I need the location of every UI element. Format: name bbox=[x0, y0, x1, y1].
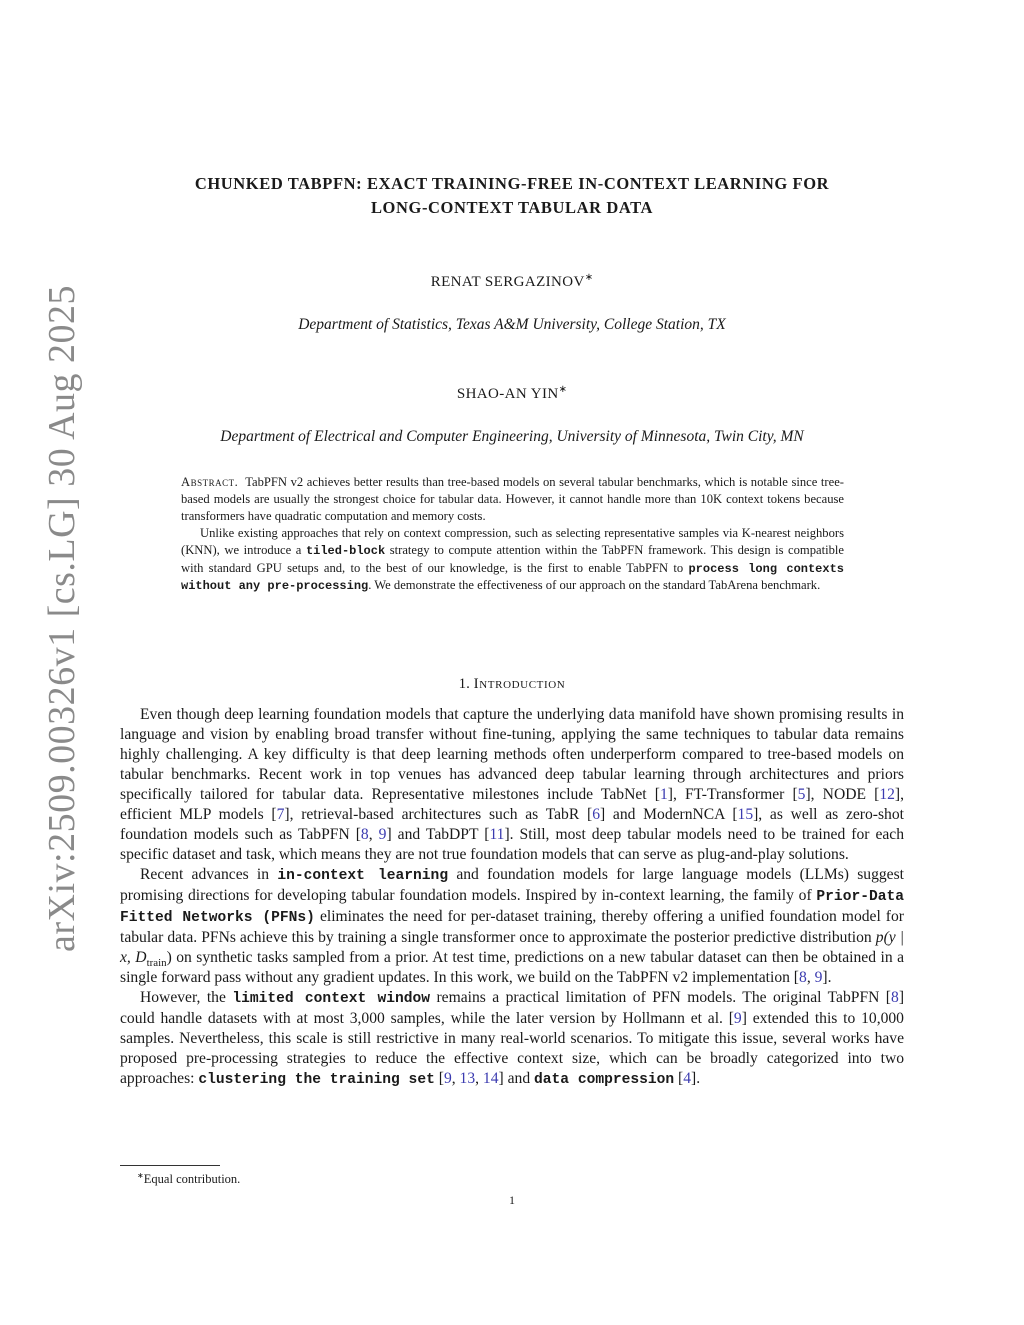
citation-link[interactable]: 1 bbox=[659, 786, 668, 803]
citation-link[interactable]: 5 bbox=[797, 786, 806, 803]
citation-link[interactable]: 6 bbox=[592, 806, 600, 823]
abstract-paragraph-2 bbox=[181, 525, 844, 596]
citation-link[interactable]: 15 bbox=[737, 806, 754, 823]
citation-link[interactable]: 8 bbox=[799, 969, 807, 986]
footnote-rule bbox=[120, 1165, 220, 1166]
citation-link[interactable]: 12 bbox=[879, 786, 895, 803]
section-title: Introduction bbox=[473, 676, 566, 692]
citation-link[interactable]: 8 bbox=[360, 826, 369, 843]
intro-paragraph-1: Even though deep learning foundation models that capture the underlying data manifold have shown promising results in language and vision by enabling broad transfer without fine-tuning, applying the same techniques to tabular data remains highly challenging. A key difficulty is that deep learning methods often underperform compared to tree-based models on tabular benchmarks. Recent work in top venues has advanced deep tabular learning through architectures and priors specifically tailored for tabular data. Representative milestones include TabNet [1], FT-Transformer [5], NODE [12], efficient MLP models [7], retrieval-based architectures such as TabR [6] and ModernNCA [15], as well as zero-shot foundation models such as TabPFN [8, 9] and TabDPT [11]. Still, most deep tabular models need to be trained for each specific dataset and task, which means they are not true foundation models that can serve as plug-and-play solutions. bbox=[120, 706, 905, 863]
title-line-2: LONG-CONTEXT TABULAR DATA bbox=[370, 198, 654, 217]
citation-link[interactable]: 13 bbox=[459, 1070, 476, 1087]
bold-term: in-context learning bbox=[277, 868, 449, 884]
abstract-bold-long-contexts: process long contexts without any pre-processing bbox=[181, 561, 844, 594]
intro-paragraph-2: Recent advances in in-context learning and foundation models for large language models (LLMs) suggest promising directions for developing tabular foundation models. Inspired by in-context learning, the family of Prior-Data Fitted Networks (PFNs) eliminates the need for per-dataset training, thereby offering a unified foundation model for tabular data. PFNs achieve this by training a single transformer once to approximate the posterior predictive distribution p(y | x, $D_{train}$) on synthetic tasks sampled from a prior. At test time, predictions on a new tabular dataset can then be obtained in a single forward pass without any gradient updates. In this work, we build on the TabPFN v2 implementation [8, 9]. bbox=[120, 866, 905, 986]
citation-link[interactable]: 7 bbox=[276, 806, 285, 823]
author-1-name: RENAT SERGAZINOV bbox=[430, 274, 585, 290]
author-2-name: SHAO-AN YIN bbox=[456, 386, 559, 402]
author-2-mark: ∗ bbox=[558, 384, 568, 395]
citation-link[interactable]: 14 bbox=[482, 1070, 499, 1087]
arxiv-identifier[interactable]: arXiv:2509.00326v1 [cs.LG] 30 Aug 2025 bbox=[41, 284, 83, 952]
abstract-text-2b: strategy to compute attention within the TabPFN framework. This design is compatible with standard GPU setups and, to the best of our knowledge, is the first to enable TabPFN to bbox=[181, 542, 845, 575]
footnote bbox=[137, 1172, 240, 1187]
intro-paragraph-3: However, the limited context window remains a practical limitation of PFN models. The original TabPFN [8] could handle datasets with at most 3,000 samples, while the later version by Hollmann et al. [9] extended this to 10,000 samples. Nevertheless, this scale is still restrictive in many real-world scenarios. To mitigate this issue, several works have proposed pre-processing strategies to reduce the effective context size, which can be broadly categorized into two approaches: clustering the training set [9, 13, 14] and data compression [4]. bbox=[120, 989, 905, 1088]
introduction-body bbox=[120, 705, 904, 1090]
bold-term: Prior-Data Fitted Networks (PFNs) bbox=[120, 889, 904, 926]
abstract-text-1: TabPFN v2 achieves better results than tree-based models on several tabular benchmarks, which is notable since tree-based models are usually the strongest choice for tabular data. However, it cannot handle more than 10K context tokens because transformers have quadratic computation and memory costs. bbox=[181, 475, 844, 523]
bold-term: clustering the training set bbox=[198, 1072, 435, 1088]
citation-link[interactable]: 9 bbox=[443, 1070, 452, 1087]
citation-link[interactable]: 9 bbox=[378, 826, 387, 843]
section-number: 1. bbox=[458, 676, 470, 692]
math-paren: ) bbox=[166, 949, 172, 966]
author-2 bbox=[0, 386, 1024, 403]
citation-link[interactable]: 11 bbox=[489, 826, 505, 843]
citation-link[interactable]: 4 bbox=[683, 1070, 692, 1087]
citation-link[interactable]: 8 bbox=[891, 989, 899, 1006]
affiliation-2: Department of Electrical and Computer Engineering, University of Minnesota, Twin City, MN bbox=[220, 428, 804, 445]
paper-title bbox=[100, 172, 924, 220]
author-1-mark: ∗ bbox=[584, 272, 594, 283]
citation-link[interactable]: 9 bbox=[814, 969, 823, 986]
footnote-text: Equal contribution. bbox=[143, 1172, 241, 1186]
abstract-text-2a: Unlike existing approaches that rely on context compression, such as selecting representative samples via K-nearest neighbors (KNN), we introduce a bbox=[181, 525, 844, 557]
section-heading-introduction bbox=[0, 676, 1024, 693]
page-number: 1 bbox=[509, 1193, 515, 1207]
abstract-paragraph-1 bbox=[181, 474, 844, 525]
footnote-mark: ∗ bbox=[137, 1170, 144, 1180]
bold-term: limited context window bbox=[232, 991, 431, 1007]
bold-term: data compression bbox=[534, 1072, 675, 1088]
math-subscript: train bbox=[146, 957, 167, 970]
citation-link[interactable]: 9 bbox=[733, 1010, 742, 1027]
abstract-bold-tiled-block: tiled-block bbox=[305, 543, 386, 558]
abstract bbox=[181, 474, 844, 595]
abstract-text-2c: . We demonstrate the effectiveness of our approach on the standard TabArena benchmark. bbox=[368, 578, 821, 593]
abstract-label: Abstract. bbox=[181, 475, 239, 489]
author-1 bbox=[0, 274, 1024, 291]
title-line-1: CHUNKED TABPFN: EXACT TRAINING-FREE IN-CONTEXT LEARNING FOR bbox=[194, 174, 830, 193]
math-expression: p(y | x, D bbox=[120, 929, 904, 966]
affiliation-1: Department of Statistics, Texas A&M University, College Station, TX bbox=[298, 316, 726, 333]
